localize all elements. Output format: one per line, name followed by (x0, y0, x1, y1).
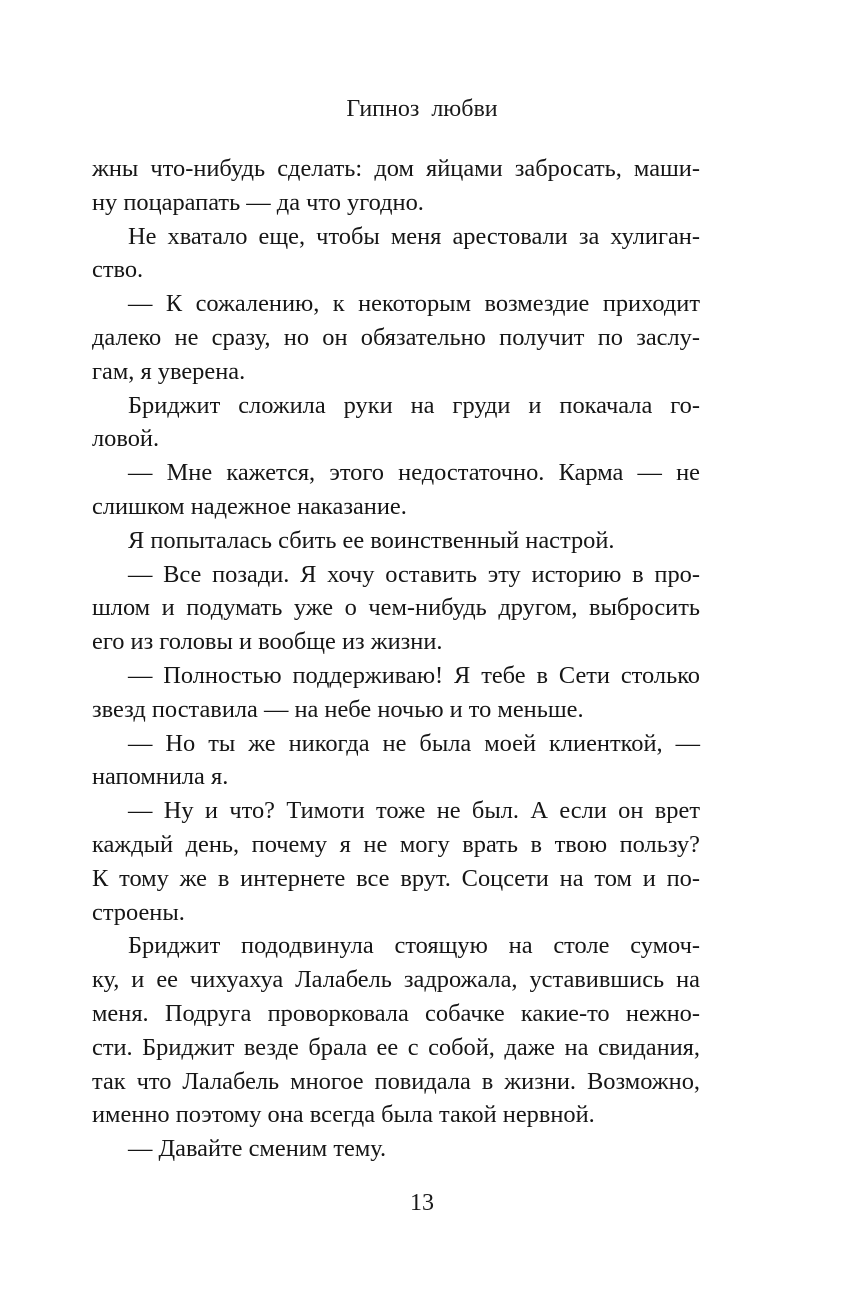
running-head: Гипноз любви (346, 96, 498, 122)
body-text (92, 152, 700, 1166)
text-line: гам, я уверена. (92, 357, 246, 385)
text-line: жны что-нибудь сделать: дом яйцами забросать, маши- (92, 155, 700, 182)
text-line: ну поцарапать — да что угодно. (92, 188, 424, 216)
text-line: напомнила я. (92, 763, 229, 791)
text-line: звезд поставила — на небе ночью и то меньше. (92, 695, 584, 723)
text-line: строены. (92, 898, 185, 926)
text-line: именно поэтому она всегда была такой нервной. (92, 1101, 595, 1129)
text-line: ство. (92, 256, 144, 284)
text-line: — Давайте сменим тему. (128, 1135, 387, 1163)
text-line: меня. Подруга проворковала собачке какие-то нежно- (92, 999, 700, 1027)
text-line: его из головы и вообще из жизни. (92, 628, 443, 656)
text-line: слишком надежное наказание. (92, 492, 407, 520)
text-line: — Полностью поддерживаю! Я тебе в Сети столько (128, 661, 700, 689)
text-line: — Ну и что? Тимоти тоже не был. А если он врет (128, 797, 700, 825)
text-line: так что Лалабель многое повидала в жизни. Возможно, (92, 1067, 700, 1095)
text-line: Я попыталась сбить ее воинственный настрой. (128, 526, 615, 554)
text-line: сти. Бриджит везде брала ее с собой, даже на свидания, (92, 1033, 700, 1061)
text-line: — Но ты же никогда не была моей клиенткой, — (128, 729, 700, 757)
text-line: ку, и ее чихуахуа Лалабель задрожала, уставившись на (92, 966, 700, 994)
text-line: Бриджит пододвинула стоящую на столе сумоч- (128, 932, 700, 960)
text-line: далеко не сразу, но он обязательно получит по заслу- (92, 323, 700, 351)
text-line: каждый день, почему я не могу врать в твою пользу? (92, 830, 700, 858)
text-line: ловой. (92, 425, 160, 453)
text-line: — Мне кажется, этого недостаточно. Карма — не (128, 459, 700, 487)
text-line: К тому же в интернете все врут. Соцсети на том и по- (92, 864, 700, 892)
text-line: — К сожалению, к некоторым возмездие приходит (128, 290, 700, 318)
text-line: — Все позади. Я хочу оставить эту историю в про- (128, 560, 700, 588)
text-line: шлом и подумать уже о чем-нибудь другом, выбросить (92, 594, 700, 622)
text-line: Не хватало еще, чтобы меня арестовали за хулиган- (128, 222, 700, 250)
page-number: 13 (410, 1190, 434, 1216)
text-line: Бриджит сложила руки на груди и покачала го- (128, 391, 700, 419)
